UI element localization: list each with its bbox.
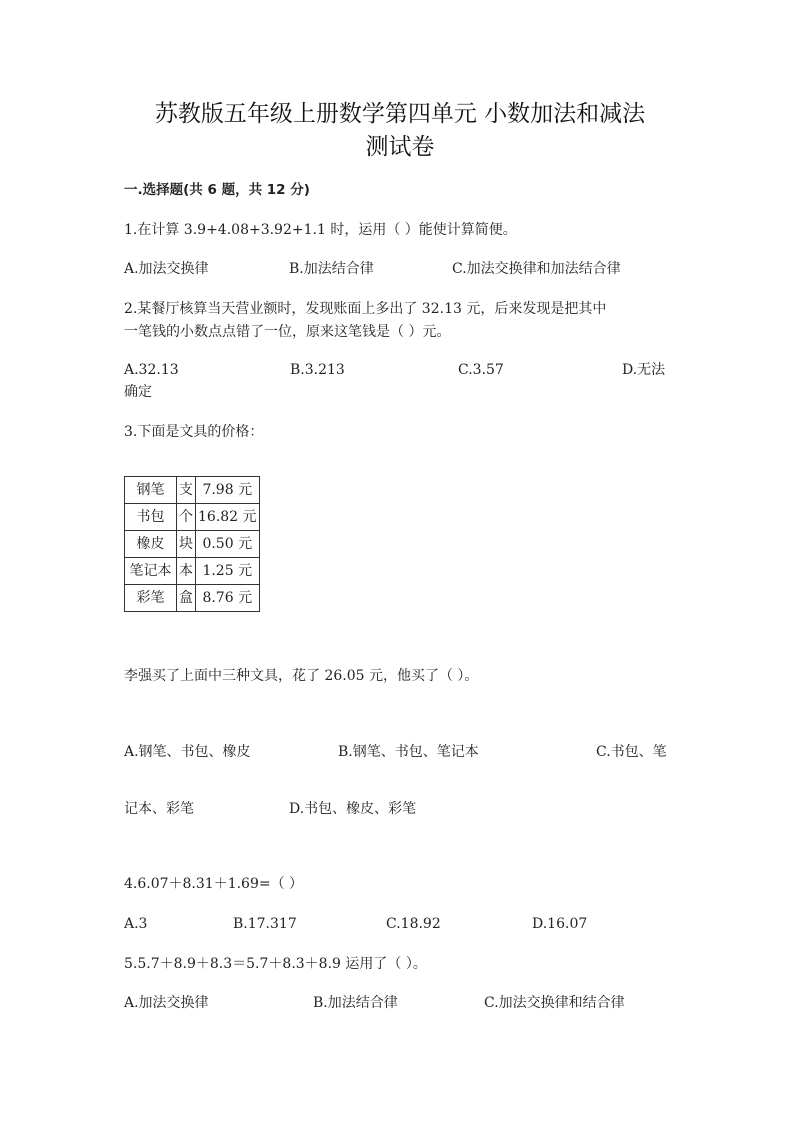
- question-1-option-b: B.加法结合律: [289, 261, 374, 277]
- table-cell-price: 1.25 元: [196, 558, 260, 585]
- table-cell-item: 笔记本: [125, 558, 177, 585]
- question-3-option-b: B.钢笔、书包、笔记本: [338, 744, 479, 760]
- question-5-option-c: C.加法交换律和结合律: [484, 995, 625, 1011]
- question-4-option-c: C.18.92: [386, 916, 441, 932]
- table-cell-price: 7.98 元: [196, 477, 260, 504]
- table-cell-unit: 块: [177, 531, 196, 558]
- question-3-option-c-wrap: 记本、彩笔: [124, 801, 194, 817]
- question-4-option-a: A.3: [124, 916, 148, 932]
- question-3-question: 李强买了上面中三种文具，花了 26.05 元，他买了（ ）。: [124, 668, 479, 684]
- question-2-option-b: B.3.213: [290, 362, 345, 378]
- question-3-option-a: A.钢笔、书包、橡皮: [124, 744, 251, 760]
- question-2-option-c: C.3.57: [458, 362, 504, 378]
- question-2-stem-line2: 一笔钱的小数点点错了一位，原来这笔钱是（ ）元。: [124, 324, 451, 340]
- question-2-option-d-wrap: 确定: [124, 384, 152, 400]
- page-title: 苏教版五年级上册数学第四单元 小数加法和减法: [154, 101, 646, 127]
- question-1-option-c: C.加法交换律和加法结合律: [452, 261, 621, 277]
- question-3-option-d: D.书包、橡皮、彩笔: [289, 801, 417, 817]
- question-2-stem-line1: 2.某餐厅核算当天营业额时，发现账面上多出了 32.13 元，后来发现是把其中: [124, 301, 607, 317]
- table-row: [125, 477, 260, 504]
- table-cell-item: 书包: [125, 504, 177, 531]
- table-cell-price: 0.50 元: [196, 531, 260, 558]
- price-table: [124, 476, 260, 612]
- table-row: [125, 531, 260, 558]
- question-1-stem: 1.在计算 3.9+4.08+3.92+1.1 时，运用（ ）能使计算简便。: [124, 222, 517, 238]
- question-5-option-a: A.加法交换律: [124, 995, 209, 1011]
- question-2-option-d: D.无法: [622, 362, 666, 378]
- question-5-stem: 5.5.7＋8.9＋8.3＝5.7＋8.3＋8.9 运用了（ ）。: [124, 956, 427, 972]
- question-4-option-d: D.16.07: [532, 916, 588, 932]
- question-5-option-b: B.加法结合律: [313, 995, 398, 1011]
- question-3-option-c: C.书包、笔: [596, 744, 667, 760]
- table-cell-price: 8.76 元: [196, 585, 260, 612]
- question-4-option-b: B.17.317: [233, 916, 297, 932]
- table-cell-item: 钢笔: [125, 477, 177, 504]
- question-1-option-a: A.加法交换律: [124, 261, 209, 277]
- table-cell-unit: 个: [177, 504, 196, 531]
- table-row: [125, 504, 260, 531]
- table-cell-unit: 盒: [177, 585, 196, 612]
- table-cell-item: 橡皮: [125, 531, 177, 558]
- table-cell-item: 彩笔: [125, 585, 177, 612]
- question-4-stem: 4.6.07＋8.31＋1.69=（ ）: [124, 876, 304, 892]
- section-heading: 一.选择题(共 6 题，共 12 分): [124, 182, 310, 198]
- table-cell-unit: 本: [177, 558, 196, 585]
- question-3-stem: 3.下面是文具的价格：: [124, 424, 264, 440]
- table-cell-price: 16.82 元: [196, 504, 260, 531]
- page-title-line2: 测试卷: [365, 134, 435, 160]
- question-2-option-a: A.32.13: [124, 362, 179, 378]
- table-row: [125, 585, 260, 612]
- table-cell-unit: 支: [177, 477, 196, 504]
- table-row: [125, 558, 260, 585]
